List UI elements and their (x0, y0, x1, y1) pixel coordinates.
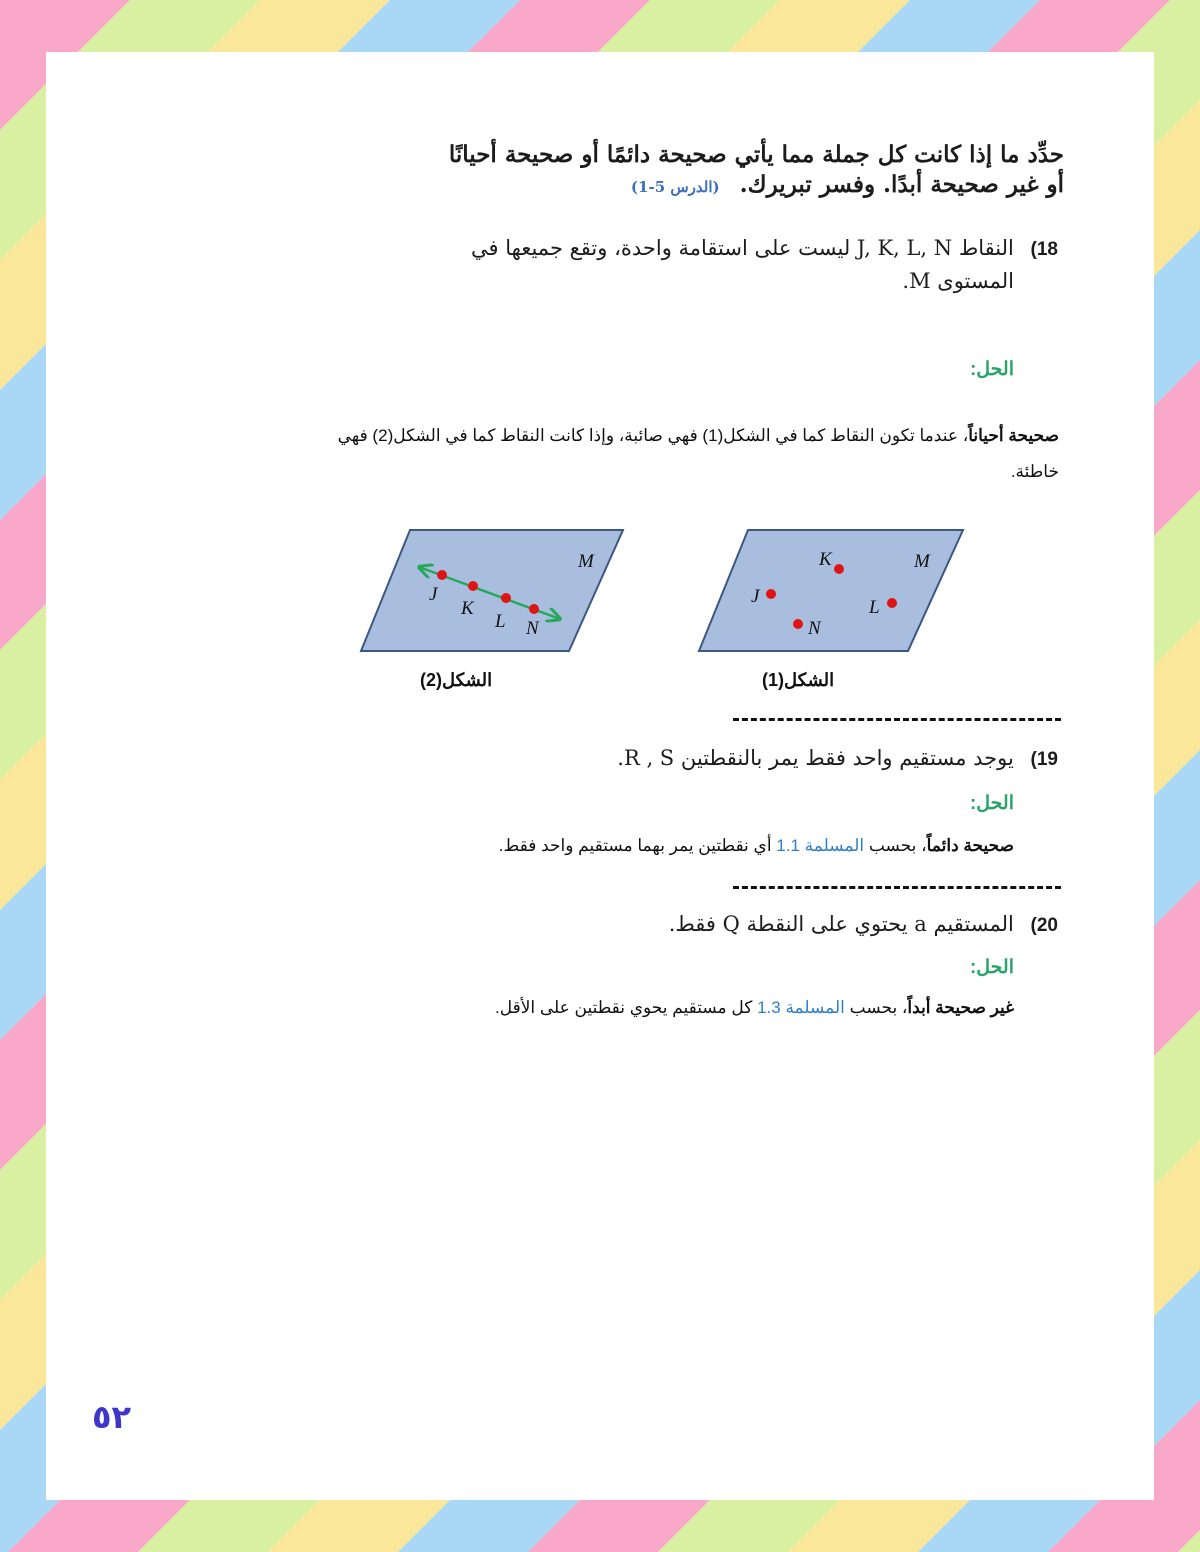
lesson-reference: (الدرس 5-1) (630, 177, 720, 196)
document-page (46, 52, 1154, 1500)
question-18-text-2: المستوى M. (902, 268, 1014, 293)
point-l-label-fig1: L (869, 597, 880, 618)
point-l-fig1 (887, 598, 897, 608)
instruction-heading (164, 140, 1064, 200)
point-n-label-fig1: N (808, 618, 821, 639)
point-j-fig2 (437, 570, 447, 580)
solution-20-pre: ، بحسب (844, 998, 908, 1017)
postulate-1-1-link: المسلمة 1.1 (776, 836, 865, 855)
question-19-number: 19) (1030, 749, 1058, 770)
point-n-fig1 (793, 619, 803, 629)
plane-m-fig2 (361, 530, 623, 651)
instruction-line-2-text: أو غير صحيحة أبدًا. وفسر تبريرك. (739, 170, 1064, 198)
solution-20-text (144, 990, 1014, 1026)
postulate-1-3-link: المسلمة 1.3 (757, 998, 845, 1017)
question-18-number: 18) (1030, 239, 1058, 260)
question-19 (98, 742, 1058, 775)
separator-1 (733, 718, 1061, 721)
solution-19-pre: ، بحسب (864, 836, 927, 855)
solution-18-text (139, 418, 1059, 489)
question-18 (98, 232, 1058, 297)
separator-2 (733, 886, 1061, 889)
solution-20-verdict: غير صحيحة أبداً (907, 998, 1014, 1017)
point-l-fig2 (501, 593, 511, 603)
point-k-label-fig1: K (819, 549, 832, 570)
point-n-label-fig2: N (526, 618, 539, 639)
solution-18-explanation-2: خاطئة. (1010, 461, 1059, 481)
point-l-label-fig2: L (495, 611, 506, 632)
question-20 (98, 908, 1058, 941)
question-19-text: يوجد مستقيم واحد فقط يمر بالنقطتين R , S. (617, 746, 1014, 770)
question-18-text-1: النقاط J, K, L, N ليست على استقامة واحدة، وتقع جميعها في (471, 236, 1014, 260)
page-number: ٥٢ (92, 1398, 132, 1436)
solution-19-verdict: صحيحة دائماً (926, 836, 1014, 855)
question-20-number: 20) (1030, 915, 1058, 936)
plane-m-label-fig1: M (914, 551, 930, 572)
solution-19-label: الحل: (969, 793, 1014, 814)
solution-18-label: الحل: (969, 359, 1014, 380)
figure-1-caption: الشكل(1) (762, 670, 835, 690)
plane-m-label-fig2: M (578, 551, 594, 572)
point-j-label-fig2: J (429, 584, 438, 605)
point-j-label-fig1: J (751, 586, 760, 607)
point-n-fig2 (529, 604, 539, 614)
point-k-fig2 (468, 581, 478, 591)
question-20-text: المستقيم a يحتوي على النقطة Q فقط. (668, 912, 1014, 936)
figure-2-diagram (356, 524, 631, 659)
solution-19-post: أي نقطتين يمر بهما مستقيم واحد فقط. (498, 836, 777, 855)
solution-18-verdict: صحيحة أحياناً (968, 426, 1059, 445)
solution-20-label: الحل: (969, 957, 1014, 978)
question-18-line-1 (98, 232, 1058, 265)
solution-18-explanation-1: ، عندما تكون النقاط كما في الشكل(1) فهي صائبة، وإذا كانت النقاط كما في الشكل(2) فهي (337, 426, 969, 445)
point-j-fig1 (766, 589, 776, 599)
point-k-label-fig2: K (461, 598, 474, 619)
instruction-line-1: حدِّد ما إذا كانت كل جملة مما يأتي صحيحة دائمًا أو صحيحة أحيانًا (448, 141, 1064, 168)
solution-19-text (144, 828, 1014, 864)
figure-1-diagram (696, 524, 971, 659)
point-k-fig1 (834, 564, 844, 574)
solution-20-post: كل مستقيم يحوي نقطتين على الأقل. (494, 998, 758, 1017)
figure-2-caption: الشكل(2) (420, 670, 493, 690)
instruction-line-2 (164, 170, 1064, 200)
